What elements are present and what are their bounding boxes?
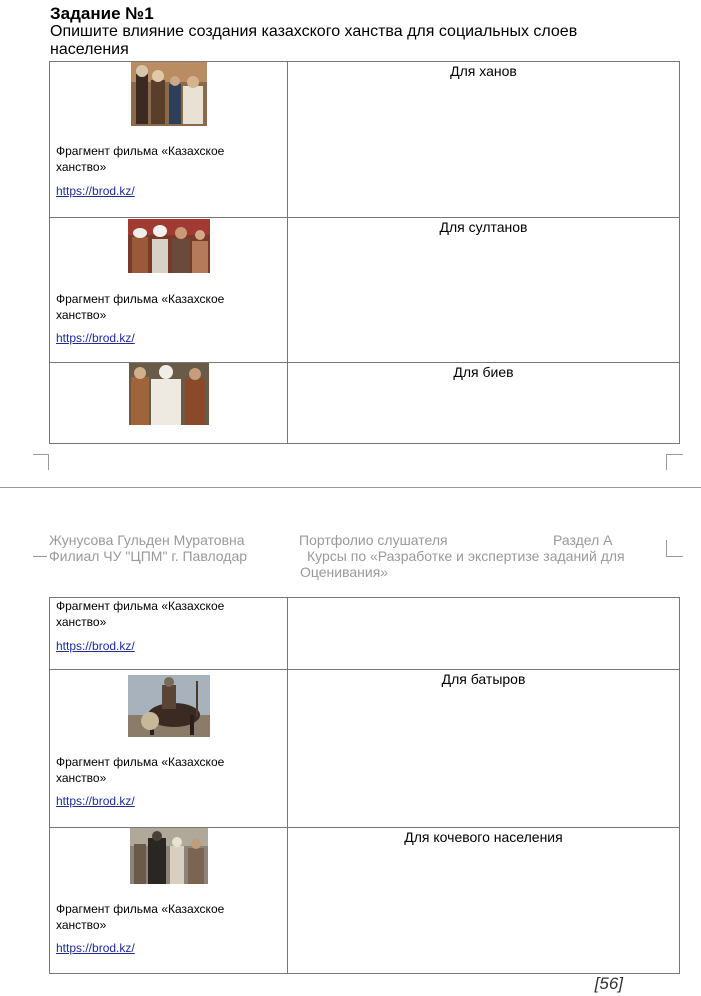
image-caption: Фрагмент фильма «Казахское ханство» xyxy=(56,292,225,322)
film-still-image xyxy=(130,828,208,884)
header-portfolio: Портфолио слушателя xyxy=(299,532,448,548)
image-caption: Фрагмент фильма «Казахское ханство» xyxy=(56,902,225,932)
film-still-image xyxy=(129,363,209,425)
image-caption: Фрагмент фильма «Казахское ханство» xyxy=(56,755,225,785)
page-divider xyxy=(0,487,701,488)
answer-cell-title: Для ханов xyxy=(450,63,517,79)
table-row xyxy=(50,363,680,444)
page-number: [56] xyxy=(594,974,623,993)
answer-cell[interactable] xyxy=(288,670,680,828)
image-cell xyxy=(50,218,288,363)
source-link[interactable]: https://brod.kz/ xyxy=(56,184,135,198)
page-corner-mark xyxy=(33,454,49,470)
answer-cell[interactable] xyxy=(288,828,680,974)
source-link[interactable]: https://brod.kz/ xyxy=(56,639,135,653)
social-layers-table-2 xyxy=(49,597,680,974)
image-cell xyxy=(50,363,288,444)
source-link[interactable]: https://brod.kz/ xyxy=(56,941,135,955)
answer-cell-title: Для султанов xyxy=(439,219,528,235)
table-row xyxy=(50,218,680,363)
table-row xyxy=(50,598,680,670)
task-title: Задание №1 xyxy=(50,4,154,23)
table-row xyxy=(50,828,680,974)
image-cell xyxy=(50,670,288,828)
header-branch: Филиал ЧУ "ЦПМ" г. Павлодар xyxy=(49,548,248,564)
answer-cell-title: Для кочевого населения xyxy=(404,829,563,845)
image-cell xyxy=(50,598,288,670)
answer-cell-title xyxy=(288,598,679,599)
answer-cell[interactable] xyxy=(288,598,680,670)
table-row xyxy=(50,670,680,828)
answer-cell[interactable] xyxy=(288,363,680,444)
page-corner-mark xyxy=(666,454,683,470)
social-layers-table-1 xyxy=(49,61,680,444)
table-row xyxy=(50,62,680,218)
film-still-image xyxy=(128,675,210,737)
header-author: Жунусова Гульден Муратовна xyxy=(49,532,245,548)
film-still-image xyxy=(128,219,210,273)
header-course: Курсы по «Разработке и экспертизе заданий для Оценивания» xyxy=(300,548,625,580)
image-caption: Фрагмент фильма «Казахское ханство» xyxy=(56,599,225,629)
answer-cell[interactable] xyxy=(288,218,680,363)
image-cell xyxy=(50,828,288,974)
image-cell xyxy=(50,62,288,218)
answer-cell[interactable] xyxy=(288,62,680,218)
answer-cell-title: Для батыров xyxy=(441,671,526,687)
answer-cell-title: Для биев xyxy=(453,364,514,380)
header-section: Раздел А xyxy=(553,532,613,548)
source-link[interactable]: https://brod.kz/ xyxy=(56,794,135,808)
page-corner-mark xyxy=(666,540,683,557)
page-corner-mark xyxy=(33,556,47,558)
source-link[interactable]: https://brod.kz/ xyxy=(56,331,135,345)
image-caption: Фрагмент фильма «Казахское ханство» xyxy=(56,144,225,174)
film-still-image xyxy=(131,62,207,126)
task-prompt: Опишите влияние создания казахского ханства для социальных слоев населения xyxy=(50,23,578,58)
